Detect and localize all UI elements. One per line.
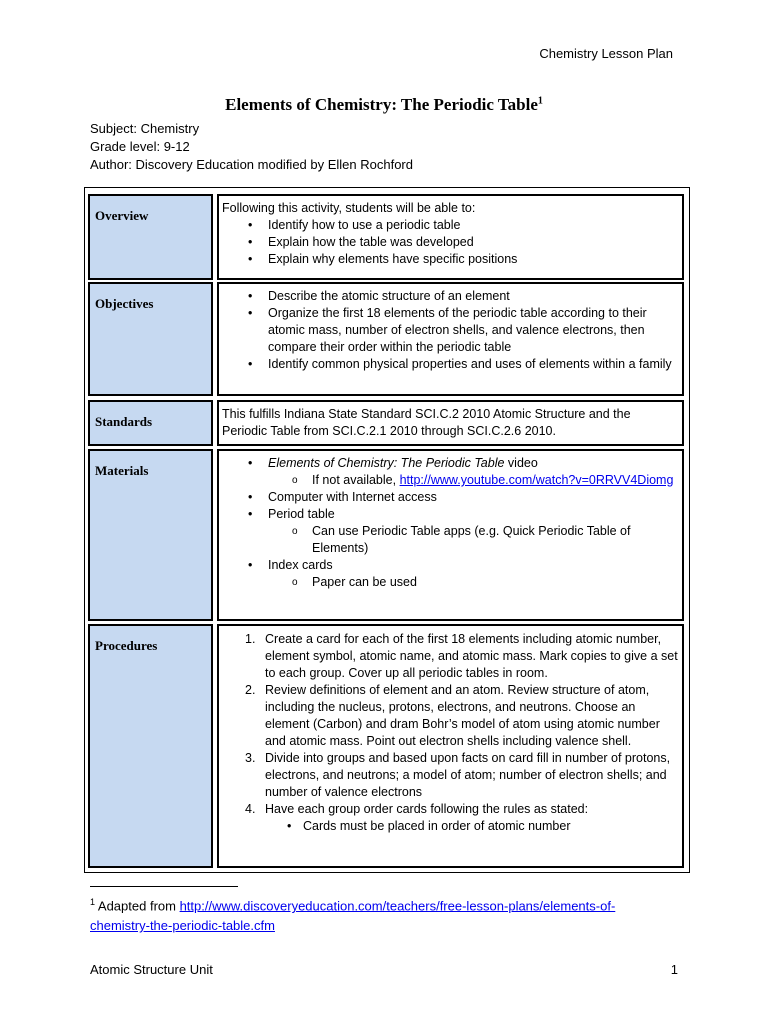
page-title [0, 95, 768, 115]
index-cards-text: Index cards [268, 558, 333, 572]
step-number: 2. [245, 683, 256, 697]
period-table-text: Period table [268, 507, 335, 521]
video-alternative [292, 472, 678, 489]
overview-label: Overview [88, 194, 213, 280]
procedures-content [217, 624, 684, 868]
step-text: Have each group order cards following the rules as stated: [265, 802, 589, 816]
footnote-separator [90, 886, 238, 887]
step4-sub-item: • Cards must be placed in order of atomic number [287, 818, 678, 835]
objectives-content [217, 282, 684, 396]
overview-content [217, 194, 684, 280]
footnote [90, 892, 650, 936]
footnote-prefix: Adapted from [95, 898, 180, 914]
materials-label: Materials [88, 449, 213, 621]
materials-content [217, 449, 684, 621]
video-title: Elements of Chemistry: The Periodic Table [268, 456, 505, 470]
youtube-link[interactable]: http://www.youtube.com/watch?v=0RRVV4Diomg [399, 473, 674, 487]
period-table-sublist [268, 523, 678, 557]
title-text: Elements of Chemistry: The Periodic Table [225, 95, 538, 114]
material-index-cards [248, 557, 678, 591]
period-table-sub: o Can use Periodic Table apps (e.g. Quick Periodic Table of Elements) [292, 523, 678, 557]
step-text: Divide into groups and based upon facts on card fill in number of protons, electrons, and neutrons; a model of atom; number of electron shells; and number of valence electrons [265, 751, 671, 799]
author-line: Author: Discovery Education modified by Ellen Rochford [90, 157, 413, 172]
procedure-step [245, 750, 678, 801]
standards-label: Standards [88, 400, 213, 446]
step-number: 4. [245, 802, 256, 816]
overview-item: • Explain why elements have specific positions [248, 251, 678, 268]
standards-content [217, 400, 684, 446]
standards-text: This fulfills Indiana State Standard SCI.C.2 2010 Atomic Structure and the Periodic Table from SCI.C.2.1 2010 through SCI.C.2.6 2010. [222, 407, 631, 438]
procedure-step [245, 631, 678, 682]
footnote-marker: 1 [90, 897, 96, 907]
step-text: Review definitions of element and an atom. Review structure of atom, including the nucleus, protons, electrons, and neutrons. Choose an element (Carbon) and dram Bohr’s model of atom using atomic number and atomic mass. Point out electron shells including valence shell. [265, 683, 660, 748]
material-period-table [248, 506, 678, 557]
step-text: Create a card for each of the first 18 elements including atomic number, element symbol, atomic name, and atomic mass. Mark copies to give a set to each group. Cover up all periodic tables in room. [265, 632, 678, 680]
index-cards-sublist [268, 574, 678, 591]
grade-level-line: Grade level: 9-12 [90, 139, 190, 154]
overview-item: • Identify how to use a periodic table [248, 217, 678, 234]
subject-line: Subject: Chemistry [90, 121, 200, 136]
title-footnote-ref[interactable]: 1 [537, 95, 543, 107]
material-computer: • Computer with Internet access [248, 489, 678, 506]
procedure-step [245, 801, 678, 835]
discovery-education-link[interactable]: http://www.discoveryeducation.com/teachers/free-lesson-plans/elements-of-chemistry-the-periodic-table.cfm [90, 898, 616, 934]
video-suffix: video [504, 456, 538, 470]
header-right-text: Chemistry Lesson Plan [539, 46, 673, 61]
objective-item: • Identify common physical properties and uses of elements within a family [248, 356, 678, 373]
index-cards-sub: o Paper can be used [292, 574, 678, 591]
objective-item: • Describe the atomic structure of an element [248, 288, 678, 305]
overview-item: • Explain how the table was developed [248, 234, 678, 251]
objective-item: • Organize the first 18 elements of the periodic table according to their atomic mass, number of electron shells, and valence electrons, then compare their order within the periodic table [248, 305, 678, 356]
footer-unit-name: Atomic Structure Unit [90, 962, 213, 977]
page-number: 1 [670, 962, 678, 977]
step-number: 1. [245, 632, 256, 646]
overview-intro: Following this activity, students will be able to: [222, 201, 476, 215]
objectives-label: Objectives [88, 282, 213, 396]
materials-list [222, 455, 678, 591]
overview-list [222, 217, 678, 268]
procedure-step [245, 682, 678, 750]
video-sublist [268, 472, 678, 489]
video-sub-prefix: If not available, [312, 473, 400, 487]
procedures-list [222, 631, 678, 835]
step4-sublist [265, 818, 678, 835]
lesson-plan-table [84, 187, 690, 873]
step-number: 3. [245, 751, 256, 765]
objectives-list [222, 288, 678, 373]
material-video [248, 455, 678, 489]
procedures-label: Procedures [88, 624, 213, 868]
